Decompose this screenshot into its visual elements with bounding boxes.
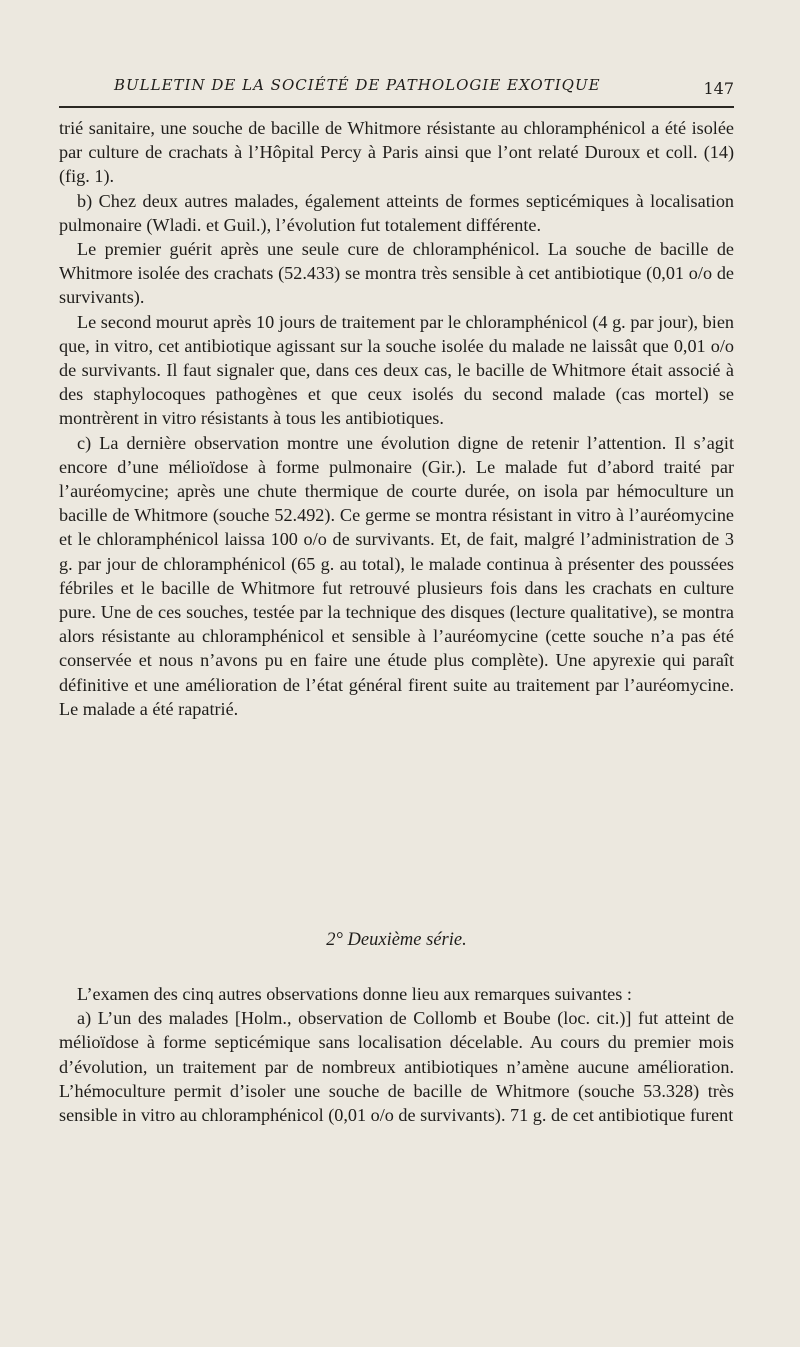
body-text-second-series — [59, 982, 734, 1127]
page-header — [59, 76, 734, 100]
paragraph-a: a) L’un des malades [Holm., observation de Collomb et Boube (loc. cit.)] fut atteint de mélioïdose à forme septicémique sans localisation décelable. Au cours du premier mois d’évolution, un traitement par de nombreux antibiotiques n’amène aucune amélioration. L’hémoculture permit d’isoler une souche de bacille de Whitmore (souche 53.328) très sensible in vitro au chloramphénicol (0,01 o/o de survivants). 71 g. de cet antibiotique furent — [59, 1008, 734, 1126]
paragraph-second: Le second mourut après 10 jours de traitement par le chloramphénicol (4 g. par jour), bien que, in vitro, cet antibiotique agissant sur la souche isolée du malade ne laissât que 0,01 o/o de survivants. Il faut signaler que, dans ces deux cas, le bacille de Whitmore était associé à des staphylocoques pathogènes et que ceux isolés du second malade (cas mortel) se montrèrent in vitro résistants à tous les antibiotiques. — [59, 311, 734, 429]
paragraph-examen: L’examen des cinq autres observations donne lieu aux remarques suivantes : — [77, 984, 632, 1004]
section-heading: 2° Deuxième série. — [326, 930, 467, 950]
body-text — [59, 116, 734, 721]
paragraph-b: b) Chez deux autres malades, également atteints de formes septicémiques à localisation pulmonaire (Wladi. et Guil.), l’évolution fut totalement différente. — [59, 190, 734, 235]
paragraph-continuation: trié sanitaire, une souche de bacille de Whitmore résistante au chloramphénicol a été isolée par culture de crachats à l’Hôpital Percy à Paris ainsi que l’ont relaté Duroux et coll. (14) (fig. 1). — [59, 118, 734, 187]
running-title: BULLETIN DE LA SOCIÉTÉ DE PATHOLOGIE EXOTIQUE — [114, 76, 601, 94]
paragraph-c: c) La dernière observation montre une évolution digne de retenir l’attention. Il s’agit encore d’une mélioïdose à forme pulmonaire (Gir.). Le malade fut d’abord traité par l’auréomycine; après une chute thermique de courte durée, on isola par hémoculture un bacille de Whitmore (souche 52.492). Ce germe se montra résistant in vitro à l’auréomycine et le chloramphénicol laissa 100 o/o de survivants. Et, de fait, malgré l’administration de 3 g. par jour de chloramphénicol (65 g. au total), le malade continua à présenter des poussées fébriles et le bacille de Whitmore fut retrouvé plusieurs fois dans les crachats en culture pure. Une de ces souches, testée par la technique des disques (lecture qualitative), se montra alors résistante au chloramphénicol et sensible à l’auréomycine (cette souche n’a pas été conservée et nous n’avons pu en faire une étude plus complète). Une apyrexie qui paraît définitive et une amélioration de l’état général firent suite au traitement par l’auréomycine. Le malade a été rapatrié. — [59, 432, 734, 719]
paragraph-premier: Le premier guérit après une seule cure de chloramphénicol. La souche de bacille de Whitmore isolée des crachats (52.433) se montra très sensible à cet antibiotique (0,01 o/o de survivants). — [59, 239, 734, 308]
page-number: 147 — [703, 79, 734, 98]
header-rule — [59, 106, 734, 108]
